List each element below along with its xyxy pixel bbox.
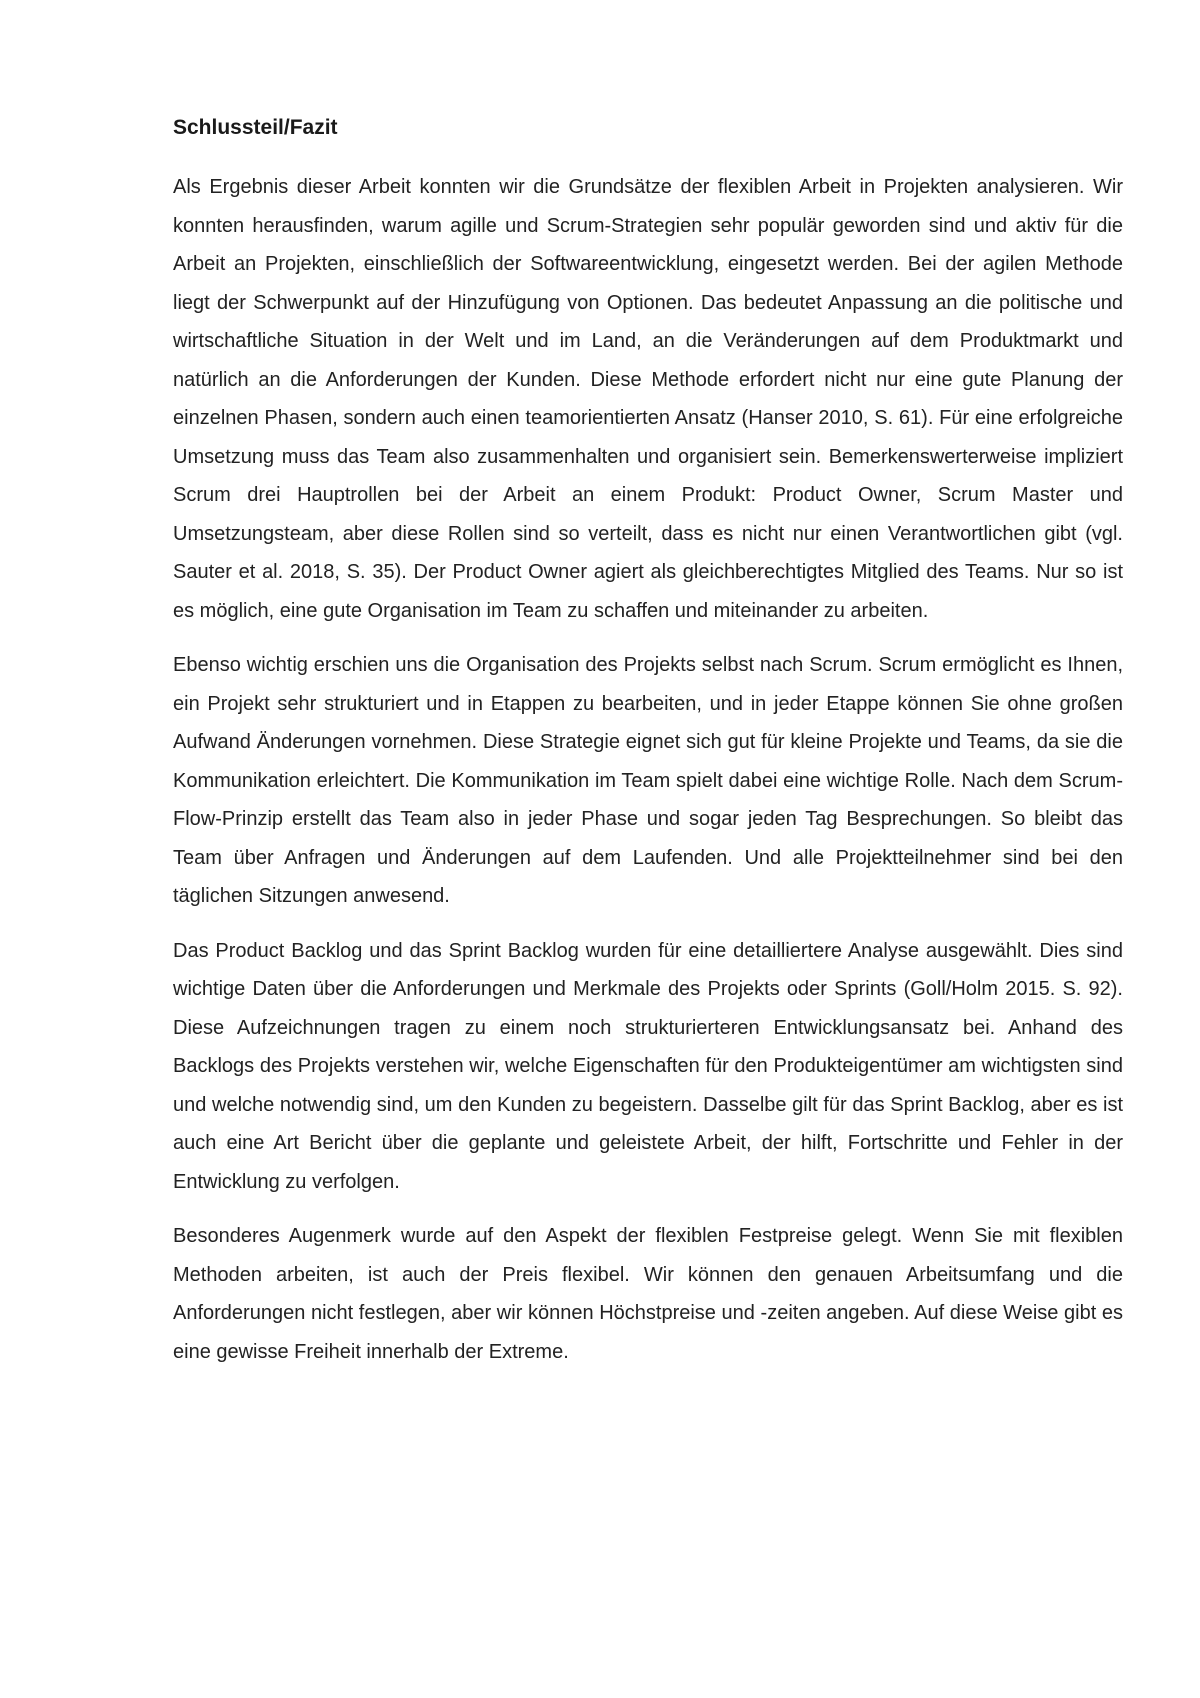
paragraph-2: Ebenso wichtig erschien uns die Organisation des Projekts selbst nach Scrum. Scrum ermöglicht es Ihnen, ein Projekt sehr strukturiert und in Etappen zu bearbeiten, und in jeder Etappe können Sie ohne großen Aufwand Änderungen vornehmen. Diese Strategie eignet sich gut für kleine Projekte und Teams, da sie die Kommunikation erleichtert. Die Kommunikation im Team spielt dabei eine wichtige Rolle. Nach dem Scrum-Flow-Prinzip erstellt das Team also in jeder Phase und sogar jeden Tag Besprechungen. So bleibt das Team über Anfragen und Änderungen auf dem Laufenden. Und alle Projektteilnehmer sind bei den täglichen Sitzungen anwesend. — [173, 654, 1123, 907]
paragraph-1: Als Ergebnis dieser Arbeit konnten wir die Grundsätze der flexiblen Arbeit in Projekten analysieren. Wir konnten herausfinden, warum agille und Scrum-Strategien sehr populär geworden sind und aktiv für die Arbeit an Projekten, einschließlich der Softwareentwicklung, eingesetzt werden. Bei der agilen Methode liegt der Schwerpunkt auf der Hinzufügung von Optionen. Das bedeutet Anpassung an die politische und wirtschaftliche Situation in der Welt und im Land, an die Veränderungen auf dem Produktmarkt und natürlich an die Anforderungen der Kunden. Diese Methode erfordert nicht nur eine gute Planung der einzelnen Phasen, sondern auch einen teamorientierten Ansatz (Hanser 2010, S. 61). Für eine erfolgreiche Umsetzung muss das Team also zusammenhalten und organisiert sein. Bemerkenswerterweise impliziert Scrum drei Hauptrollen bei der Arbeit an einem Produkt: Product Owner, Scrum Master und Umsetzungsteam, aber diese Rollen sind so verteilt, dass es nicht nur einen Verantwortlichen gibt (vgl. Sauter et al. 2018, S. 35). Der Product Owner agiert als gleichberechtigtes Mitglied des Teams. Nur so ist es möglich, eine gute Organisation im Team zu schaffen und miteinander zu arbeiten. — [173, 176, 1123, 622]
section-heading: Schlussteil/Fazit — [173, 116, 338, 139]
paragraph-3: Das Product Backlog und das Sprint Backlog wurden für eine detailliertere Analyse ausgewählt. Dies sind wichtige Daten über die Anforderungen und Merkmale des Projekts oder Sprints (Goll/Holm 2015. S. 92). Diese Aufzeichnungen tragen zu einem noch strukturierteren Entwicklungsansatz bei. Anhand des Backlogs des Projekts verstehen wir, welche Eigenschaften für den Produkteigentümer am wichtigsten sind und welche notwendig sind, um den Kunden zu begeistern. Dasselbe gilt für das Sprint Backlog, aber es ist auch eine Art Bericht über die geplante und geleistete Arbeit, der hilft, Fortschritte und Fehler in der Entwicklung zu verfolgen. — [173, 939, 1123, 1193]
document-body — [173, 112, 1123, 1387]
paragraph-4: Besonderes Augenmerk wurde auf den Aspekt der flexiblen Festpreise gelegt. Wenn Sie mit flexiblen Methoden arbeiten, ist auch der Preis flexibel. Wir können den genauen Arbeitsumfang und die Anforderungen nicht festlegen, aber wir können Höchstpreise und -zeiten angeben. Auf diese Weise gibt es eine gewisse Freiheit innerhalb der Extreme. — [173, 1225, 1123, 1363]
